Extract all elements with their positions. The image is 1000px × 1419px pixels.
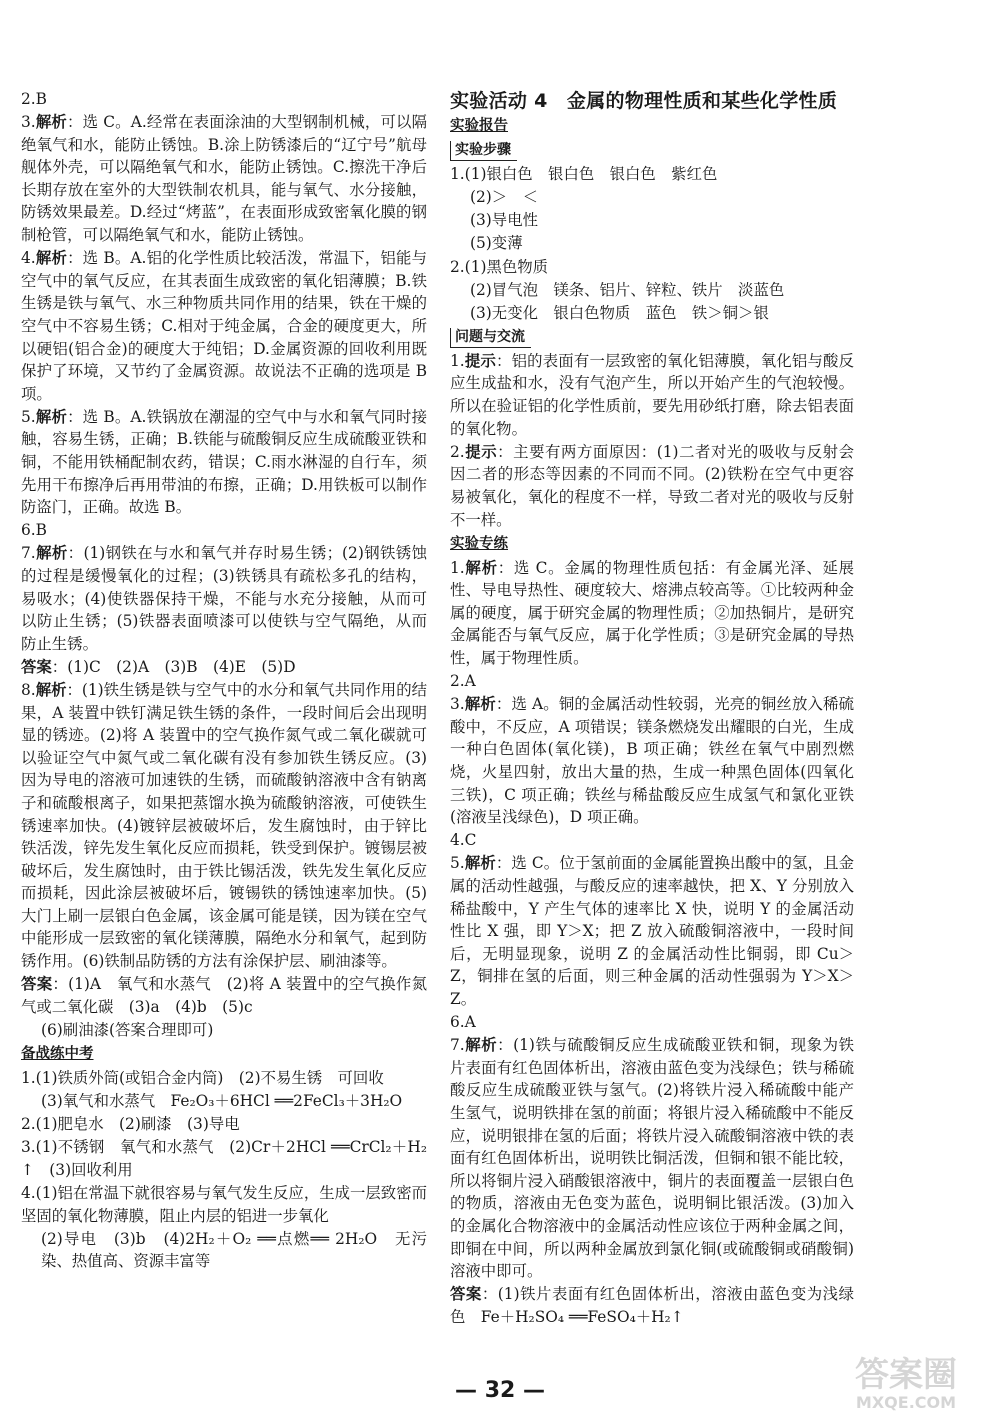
answer-line — [450, 1011, 854, 1034]
answer-line — [450, 829, 854, 852]
answer-number: 2. — [450, 442, 465, 461]
answer-number: (3)导电性 — [470, 211, 538, 230]
answer-number: 7. — [450, 1036, 465, 1055]
answer-number: 2.B — [21, 90, 47, 108]
answer-number: (2)导电 (3)b (4)2H₂＋O₂ ══点燃══ 2H₂O 无污染、热值高、资源丰富等 — [41, 1229, 427, 1271]
answer-text: ：选 B。A.铁锅放在潮湿的空气中与水和氧气同时接触，容易生锈，正确；B.铁能与硫酸铜反应生成硫酸亚铁和铜，不能用铁桶配制农药，错误；C.雨水淋湿的自行车，须先用干布擦净后再用带油的布擦，正确；D.用铁板可以制作防盗门，正确。故选 B。 — [21, 407, 427, 517]
answer-number: (3)无变化 银白色物质 蓝色 铁＞铜＞银 — [470, 303, 769, 322]
answer-text: ：(1)铁片表面有红色固体析出，溶液由蓝色变为浅绿色 Fe＋H₂SO₄ ══FeSO₄＋H₂↑ — [450, 1285, 854, 1326]
answer-text: ：铝的表面有一层致密的氧化铝薄膜，氧化铝与酸反应生成盐和水，没有气泡产生，所以开始产生的气泡较慢。所以在验证铝的化学性质前，要先用砂纸打磨，除去铝表面的氧化物。 — [450, 351, 854, 438]
answer-text: ：(1)铁与硫酸铜反应生成硫酸亚铁和铜，现象为铁片表面有红色固体析出，溶液由蓝色变为浅绿色；铁与稀硫酸反应生成硫酸亚铁与氢气。(2)将铁片浸入稀硫酸中能产生氢气，说明铁排在氢的前面；将银片浸入稀硫酸中不能反应，说明银排在氢的后面；将铁片浸入硫酸铜溶液中铁的表面有红色固体析出，说明铁比铜活泼，但铜和银不能比较，所以将铜片浸入硝酸银溶液中，铜片的表面覆盖一层银白色的物质，溶液由无色变为蓝色，说明铜比银活泼。(3)加入的金属化合物溶液中的金属活动性应该位于两种金属之间，即铜在中间，所以两种金属放到氯化铜(或硫酸铜或硝酸铜)溶液中即可。 — [450, 1036, 854, 1281]
answer-line — [450, 163, 854, 186]
answer-line — [21, 679, 427, 973]
answer-text: ：(1)铁生锈是铁与空气中的水分和氧气共同作用的结果，A 装置中铁钉满足铁生锈的条件，一段时间后会出现明显的锈迹。(2)将 A 装置中的空气换作氮气或二氧化碳就可以验证空气中氮气或二氧化碳有没有参加铁生锈反应。(3)因为导电的溶液可加速铁的生锈，而硫酸钠溶液中含有钠离子和硫酸根离子，如果把蒸馏水换为硫酸钠溶液，可使铁生锈速率加快。(4)镀锌层被破坏后，发生腐蚀时，由于锌比铁活泼，锌先发生氧化反应而损耗，铁受到保护。镀锡层被破坏后，发生腐蚀时，由于铁比锡活泼，铁先发生氧化反应而损耗，因此涂层被破坏后，镀锡铁的锈蚀速率加快。(5)大门上刷一层银白色金属，该金属可能是镁，因为镁在空气中能形成一层致密的氧化镁薄膜，隔绝水分和氧气，起到防锈作用。(6)铁制品防锈的方法有涂保护层、刷油漆等。 — [21, 680, 427, 971]
answer-line — [450, 1283, 854, 1328]
answer-number: 6.B — [21, 521, 47, 540]
answer-keyword: 提示 — [464, 442, 498, 461]
answer-line — [21, 1182, 427, 1227]
answer-line — [450, 350, 854, 440]
answer-keyword: 答案 — [21, 975, 53, 994]
answer-keyword: 解析 — [464, 695, 496, 714]
answer-number: 2.A — [450, 672, 476, 691]
answer-line — [450, 279, 854, 302]
answer-keyword: 解析 — [464, 1036, 498, 1055]
answer-line — [450, 186, 854, 209]
answer-keyword: 答案 — [21, 657, 52, 676]
answer-line — [21, 406, 427, 519]
subsection-label: 实验步骤 — [450, 141, 517, 161]
answer-line — [21, 1136, 427, 1181]
answer-line — [21, 656, 427, 679]
answer-number: 1.(1)银白色 银白色 银白色 紫红色 — [450, 165, 718, 184]
answer-line — [450, 693, 854, 829]
answer-line — [21, 542, 427, 655]
answer-number: (2)冒气泡 镁条、铝片、锌粒、铁片 淡蓝色 — [470, 280, 785, 299]
answer-number: (2)＞ ＜ — [470, 188, 538, 207]
right-column — [450, 88, 854, 1329]
answer-text: ：选 C。位于氢前面的金属能置换出酸中的氢，且金属的活动性越强，与酸反应的速率越快，把 X、Y 分别放入稀盐酸中，Y 产生气体的速率比 X 快，说明 Y 的金属活动性比 X 强，即 Y＞X；把 Z 放入硫酸铜溶液中，一段时间后，无明显现象，说明 Z 的金属活动性比铜弱，即 Cu＞Z，铜排在氢的后面，则三种金属的活动性强弱为 Y＞X＞Z。 — [450, 854, 854, 1008]
answer-line — [450, 1034, 854, 1283]
answer-line — [450, 441, 854, 531]
answer-number: 5. — [450, 854, 465, 873]
answer-line — [450, 852, 854, 1010]
answer-keyword: 解析 — [35, 544, 68, 563]
answer-text: ：(1)钢铁在与水和氧气并存时易生锈；(2)钢铁锈蚀的过程是缓慢氧化的过程；(3)铁锈具有疏松多孔的结构，易吸水；(4)使铁器保持干燥，不能与水充分接触，从而可以防止生锈；(5)铁器表面喷漆可以使铁与空气隔绝，从而防止生锈。 — [21, 544, 427, 653]
answer-line — [21, 1113, 427, 1136]
answer-number: (6)刷油漆(答案合理即可) — [41, 1020, 214, 1039]
answer-number: 3.(1)不锈钢 氧气和水蒸气 (2)Cr＋2HCl ══CrCl₂＋H₂↑ (3)回收利用 — [21, 1138, 427, 1179]
answer-line — [21, 88, 427, 111]
answer-number: 2.(1)黑色物质 — [450, 257, 549, 276]
answer-keyword: 提示 — [464, 351, 497, 370]
section-heading: 实验报告 — [450, 117, 508, 134]
answer-line — [21, 1228, 427, 1273]
answer-text: ：选 B。A.铝的化学性质比较活泼，常温下，铝能与空气中的氧气反应，在其表面生成致密的氧化铝薄膜；B.铁生锈是铁与氧气、水三种物质共同作用的结果，铁在干燥的空气中不容易生锈；C.相对于纯金属，合金的硬度更大，所以硬铝(铝合金)的硬度大于纯铝；D.金属资源的回收利用既保护了环境，又节约了金属资源。故说法不正确的选项是 B 项。 — [21, 249, 427, 403]
subsection-row — [450, 325, 854, 350]
answer-number: 7. — [21, 544, 36, 563]
answer-keyword: 解析 — [35, 680, 67, 699]
answer-line — [450, 256, 854, 279]
answer-number: 3. — [21, 113, 36, 132]
subsection-row — [450, 138, 854, 163]
answer-number: 5. — [21, 407, 36, 426]
answer-number: 1. — [450, 351, 465, 370]
watermark-text: 答案圈 — [855, 1355, 957, 1395]
section-heading: 实验专练 — [450, 536, 508, 553]
answer-number: 4.(1)铝在常温下就很容易与氧气发生反应，生成一层致密而坚固的氧化物薄膜，阻止内层的铝进一步氧化 — [21, 1184, 427, 1225]
subsection-label: 问题与交流 — [450, 328, 531, 348]
page-number: — 32 — — [455, 1378, 545, 1403]
answer-line — [21, 111, 427, 247]
answer-line — [21, 1019, 427, 1042]
answer-line — [450, 232, 854, 255]
answer-line — [21, 1090, 427, 1113]
answer-keyword: 答案 — [450, 1285, 482, 1304]
answer-text: ：选 A。铜的金属活动性较弱，光亮的铜丝放入稀硫酸中，不反应，A 项错误；镁条燃烧发出耀眼的白光，生成一种白色固体(氧化镁)，B 项正确；铁丝在氧气中剧烈燃烧，火星四射，放出大量的热，生成一种黑色固体(四氧化三铁)，C 项正确；铁丝与稀盐酸反应生成氢气和氯化亚铁(溶液呈浅绿色)，D 项正确。 — [450, 695, 854, 827]
answer-number: (5)变薄 — [470, 234, 523, 253]
section-heading: 备战练中考 — [21, 1046, 94, 1063]
answer-line — [21, 519, 427, 542]
section-title: 实验活动 4 金属的物理性质和某些化学性质 — [450, 90, 838, 112]
answer-number: 1.(1)铁质外筒(或铝合金内筒) (2)不易生锈 可回收 — [21, 1069, 384, 1088]
watermark-logo — [826, 1348, 986, 1414]
answer-number: 6.A — [450, 1013, 476, 1032]
answer-number: 4.C — [450, 831, 477, 850]
answer-line — [21, 973, 427, 1018]
answer-number: 2.(1)肥皂水 (2)刷漆 (3)导电 — [21, 1115, 240, 1134]
answer-keyword: 解析 — [35, 113, 68, 132]
answer-line — [450, 209, 854, 232]
answer-keyword: 解析 — [35, 407, 68, 426]
answer-keyword: 解析 — [35, 249, 68, 268]
answer-line — [450, 557, 854, 670]
answer-number: 1. — [450, 558, 465, 577]
answer-line — [21, 247, 427, 405]
answer-number: (3)氧气和水蒸气 Fe₂O₃＋6HCl ══2FeCl₃＋3H₂O — [41, 1092, 403, 1111]
answer-text: ：主要有两方面原因：(1)二者对光的吸收与反射会因二者的形态等因素的不同而不同。(2)铁粉在空气中更容易被氧化，氧化的程度不一样，导致二者对光的吸收与反射不一样。 — [450, 442, 854, 529]
answer-text: ：(1)C (2)A (3)B (4)E (5)D — [51, 657, 296, 676]
answer-line — [450, 302, 854, 325]
watermark-url: MXQE.COM — [855, 1393, 957, 1412]
answer-keyword: 解析 — [464, 558, 498, 577]
answer-text: ：选 C。A.经常在表面涂油的大型钢制机械，可以隔绝氧气和水，能防止锈蚀。B.涂上防锈漆后的“辽宁号”航母舰体外壳，可以隔绝氧气和水，能防止锈蚀。C.擦洗干净后长期存放在室外的大型铁制农机具，能与氧气、水分接触，防锈效果最差。D.经过“烤蓝”，在表面形成致密氧化膜的钢制枪管，可以隔绝氧气和水，能防止锈蚀。 — [21, 113, 427, 245]
answer-number: 4. — [21, 249, 36, 268]
answer-text: ：(1)A 氧气和水蒸气 (2)将 A 装置中的空气换作氮气或二氧化碳 (3)a (4)b (5)c — [21, 975, 427, 1016]
answer-number: 8. — [21, 680, 36, 699]
answer-text: ：选 C。金属的物理性质包括：有金属光泽、延展性、导电导热性、硬度较大、熔沸点较高等。①比较两种金属的硬度，属于研究金属的物理性质；②加热铜片，是研究金属能否与氧气反应，属于化学性质；③是研究金属的导热性，属于物理性质。 — [450, 558, 854, 668]
answer-line — [21, 1067, 427, 1090]
answer-line — [450, 670, 854, 693]
left-column — [21, 88, 427, 1273]
answer-keyword: 解析 — [464, 854, 496, 873]
answer-number: 3. — [450, 695, 465, 714]
